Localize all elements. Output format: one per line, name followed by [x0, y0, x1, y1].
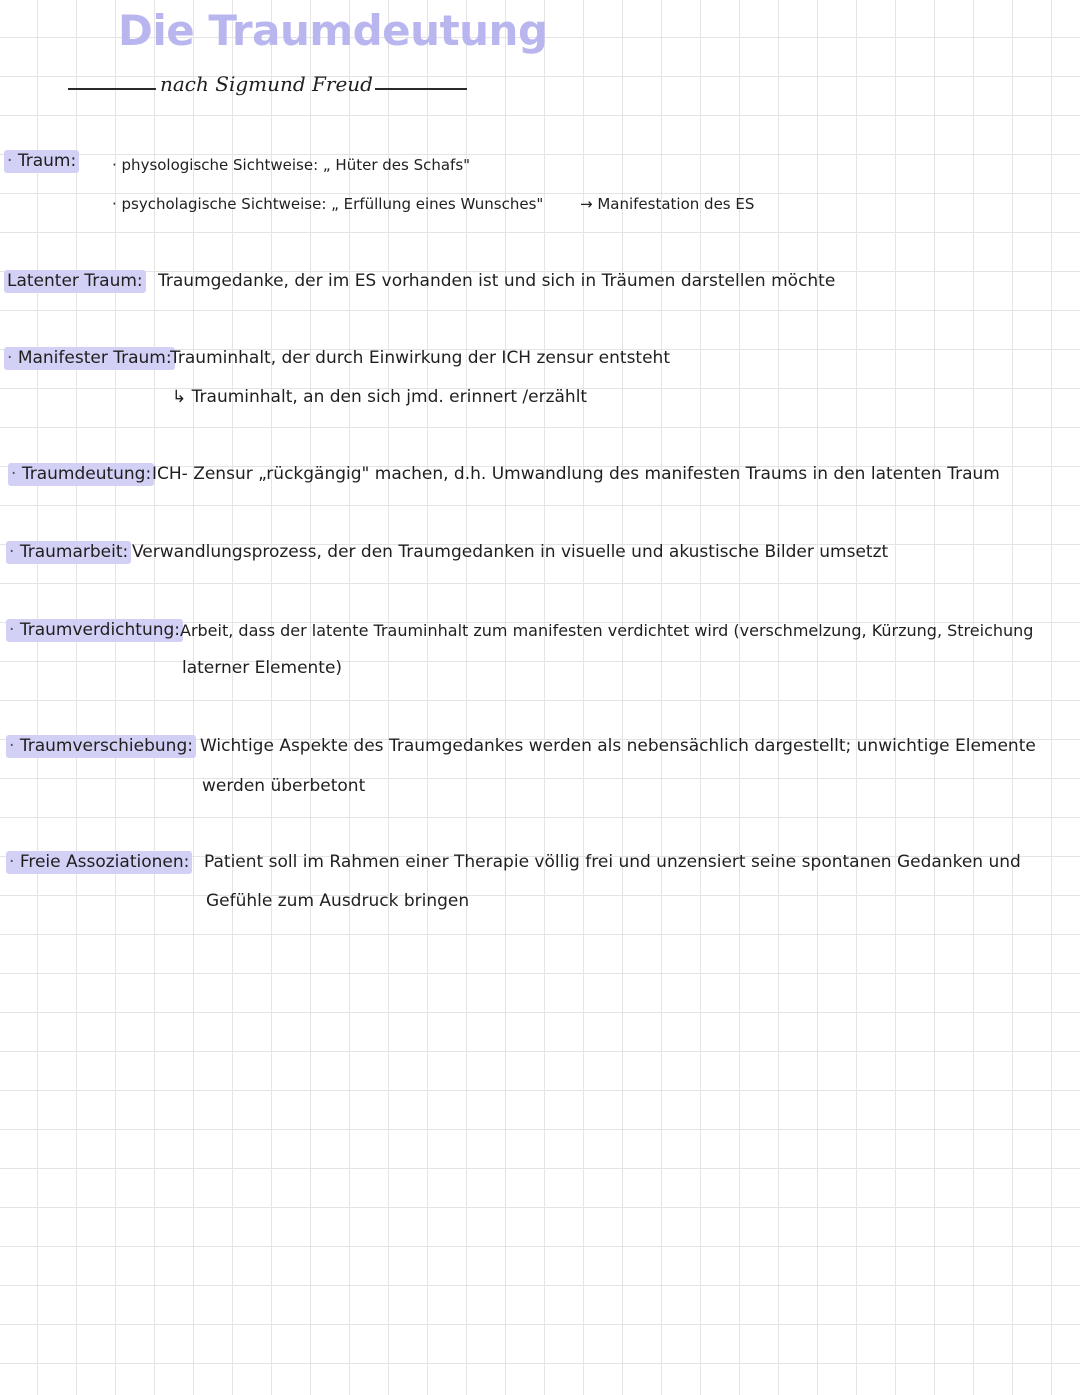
subtitle-rule-right — [375, 88, 467, 90]
traum-manifestation-note: → Manifestation des ES — [580, 195, 755, 213]
term-latenter-label: Latenter Traum: — [7, 271, 143, 291]
subtitle-rule-left — [68, 88, 156, 90]
manifester-subnote: ↳ Trauminhalt, an den sich jmd. erinnert /erzählt — [172, 387, 588, 407]
term-traumverdichtung: · Traumverdichtung: — [6, 620, 183, 640]
term-manifester-traum: · Manifester Traum: — [4, 348, 175, 368]
traum-physiological-line: · physologische Sichtweise: „ Hüter des Schafs" — [112, 156, 471, 174]
manifester-definition: Trauminhalt, der durch Einwirkung der ICH zensur entsteht — [170, 348, 670, 368]
traumverschiebung-definition-line2: werden überbetont — [202, 776, 366, 796]
freie-definition-line1: Patient soll im Rahmen einer Therapie völlig frei und unzensiert seine spontanen Gedanken und — [204, 852, 1021, 872]
term-traumverschiebung-label: Traumverschiebung: — [19, 736, 193, 756]
term-traumdeutung: · Traumdeutung: — [8, 464, 154, 484]
traumverdichtung-definition-line2: laterner Elemente) — [182, 658, 343, 678]
term-traumverschiebung: · Traumverschiebung: — [6, 736, 196, 756]
traumdeutung-definition: ICH- Zensur „rückgängig" machen, d.h. Umwandlung des manifesten Traums in den latenten Traum — [152, 464, 1000, 484]
term-manifester-label: Manifester Traum: — [17, 348, 172, 368]
traum-psychological-line: · psycholagische Sichtweise: „ Erfüllung eines Wunsches" — [112, 195, 544, 213]
term-traum-label: Traum: — [17, 151, 77, 171]
traumverdichtung-definition-line1: Arbeit, dass der latente Trauminhalt zum manifesten verdichtet wird (verschmelzung, Kürzung, Streichung — [180, 621, 1034, 640]
page-title: Die Traumdeutung — [118, 6, 548, 55]
traumarbeit-definition: Verwandlungsprozess, der den Traumgedanken in visuelle und akustische Bilder umsetzt — [132, 542, 889, 562]
term-traumarbeit-label: Traumarbeit: — [19, 542, 129, 562]
term-traumverdichtung-label: Traumverdichtung: — [19, 620, 181, 640]
latenter-definition: Traumgedanke, der im ES vorhanden ist und sich in Träumen darstellen möchte — [158, 271, 836, 291]
term-freie-assoziationen: · Freie Assoziationen: — [6, 852, 192, 872]
traumverschiebung-definition-line1: Wichtige Aspekte des Traumgedankes werden als nebensächlich dargestellt; unwichtige Elemente — [200, 736, 1036, 756]
term-latenter-traum — [4, 271, 146, 291]
term-traumdeutung-label: Traumdeutung: — [21, 464, 152, 484]
page-subtitle: nach Sigmund Freud — [160, 72, 373, 96]
freie-definition-line2: Gefühle zum Ausdruck bringen — [206, 891, 470, 911]
term-freie-label: Freie Assoziationen: — [19, 852, 190, 872]
term-traumarbeit: · Traumarbeit: — [6, 542, 131, 562]
term-traum: · Traum: — [4, 151, 79, 171]
